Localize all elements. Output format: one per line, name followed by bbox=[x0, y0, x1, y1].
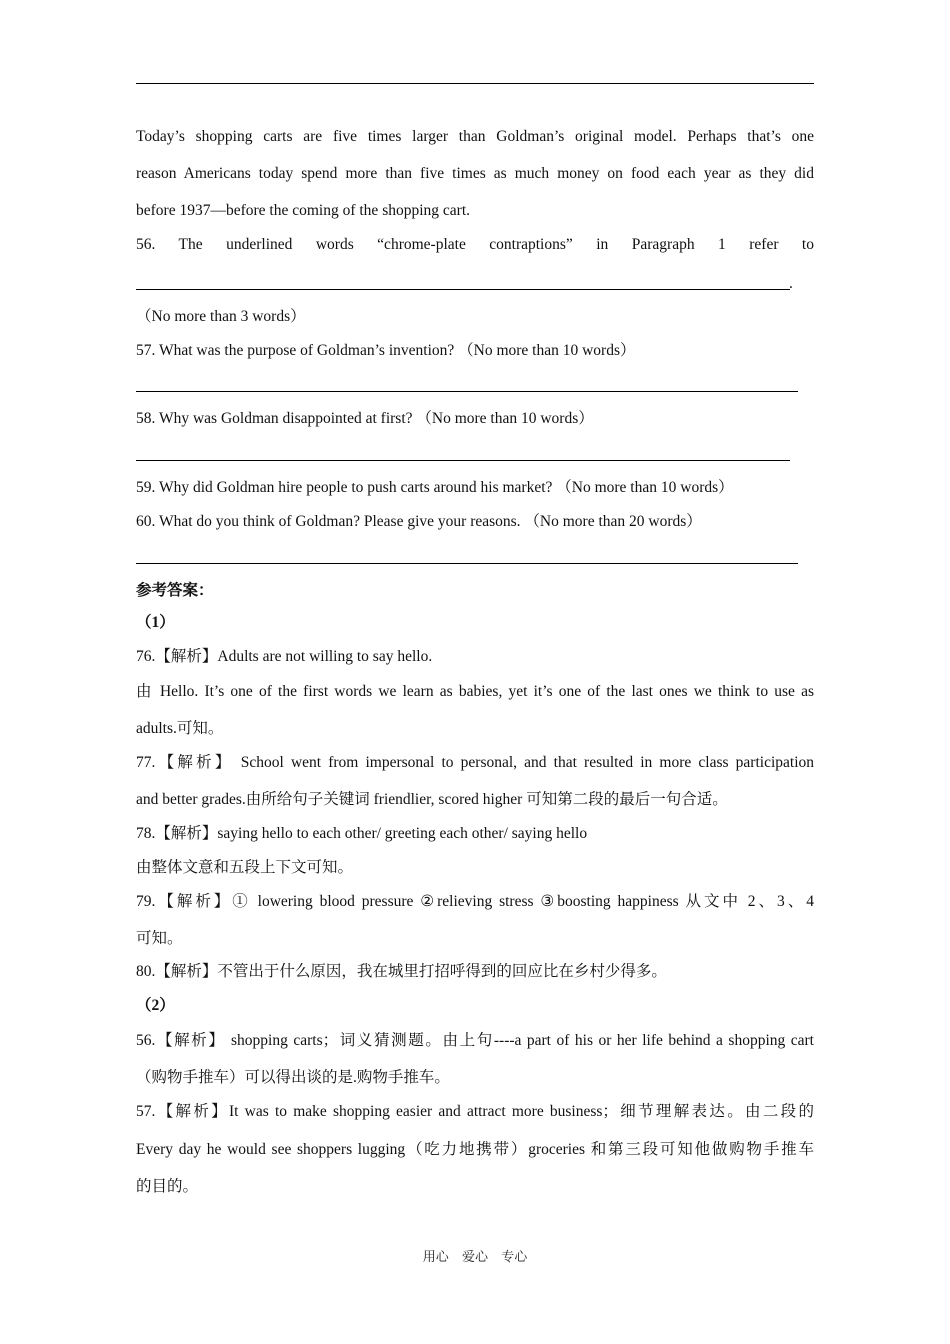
question-60: 60. What do you think of Goldman? Please give your reasons. （No more than 20 words） bbox=[136, 513, 702, 530]
question-56: 56. The underlined words “chrome-plate contraptions” in Paragraph 1 refer to bbox=[136, 236, 814, 253]
answer-78-expl: 由整体文意和五段上下文可知。 bbox=[136, 859, 354, 876]
answers-part-1: （1） bbox=[136, 614, 175, 631]
answer-blank-56[interactable] bbox=[136, 289, 790, 290]
footer-item-2: 爱心 bbox=[461, 1249, 488, 1264]
answer-76-expl-1: 由 Hello. It’s one of the first words we learn as babies, yet it’s one of the last ones we think to use as bbox=[136, 683, 814, 700]
question-56-period: . bbox=[789, 275, 793, 292]
passage-line-3: before 1937—before the coming of the shopping cart. bbox=[136, 202, 471, 219]
question-59: 59. Why did Goldman hire people to push carts around his market? （No more than 10 words） bbox=[136, 479, 734, 496]
answer-56-line-1: 56.【解析】 shopping carts；词义猜测题。由上句----a part of his or her life behind a shopping cart bbox=[136, 1032, 814, 1049]
answer-76: 76.【解析】Adults are not willing to say hello. bbox=[136, 648, 433, 665]
answer-56-line-2: （购物手推车）可以得出谈的是.购物手推车。 bbox=[136, 1069, 450, 1086]
question-56-limit: （No more than 3 words） bbox=[136, 308, 306, 325]
question-58: 58. Why was Goldman disappointed at first? （No more than 10 words） bbox=[136, 410, 594, 427]
answers-heading: 参考答案： bbox=[136, 582, 214, 599]
answer-79-line-1: 79.【解析】① lowering blood pressure ②relieving stress ③boosting happiness 从文中 2、3、4 bbox=[136, 893, 814, 910]
answer-blank-57[interactable] bbox=[136, 391, 798, 392]
footer-item-1: 用心 bbox=[422, 1249, 449, 1264]
answer-76-expl-2: adults.可知。 bbox=[136, 720, 224, 737]
passage-line-1: Today’s shopping carts are five times larger than Goldman’s original model. Perhaps that’s one bbox=[136, 128, 814, 145]
answer-57-line-1: 57.【解析】It was to make shopping easier and attract more business；细节理解表达。由二段的 bbox=[136, 1103, 814, 1120]
answer-blank-58[interactable] bbox=[136, 460, 790, 461]
answer-57-line-2: Every day he would see shoppers lugging（吃力地携带）groceries 和第三段可知他做购物手推车 bbox=[136, 1141, 814, 1158]
page-footer bbox=[0, 1248, 950, 1266]
footer-item-3: 专心 bbox=[501, 1249, 528, 1264]
answer-77-line-2: and better grades.由所给句子关键词 friendlier, scored higher 可知第二段的最后一句合适。 bbox=[136, 791, 728, 808]
answer-80: 80.【解析】不管出于什么原因，我在城里打招呼得到的回应比在乡村少得多。 bbox=[136, 963, 667, 980]
passage-line-2: reason Americans today spend more than five times as much money on food each year as they did bbox=[136, 165, 814, 182]
answer-77-line-1: 77.【解析】 School went from impersonal to personal, and that resulted in more class participation bbox=[136, 754, 814, 771]
answers-part-2: （2） bbox=[136, 997, 175, 1014]
answer-blank-60[interactable] bbox=[136, 563, 798, 564]
answer-79-line-2: 可知。 bbox=[136, 930, 183, 947]
answer-57-line-3: 的目的。 bbox=[136, 1178, 199, 1195]
question-57: 57. What was the purpose of Goldman’s invention? （No more than 10 words） bbox=[136, 342, 636, 359]
header-rule bbox=[136, 83, 814, 84]
answer-78: 78.【解析】saying hello to each other/ greeting each other/ saying hello bbox=[136, 825, 588, 842]
